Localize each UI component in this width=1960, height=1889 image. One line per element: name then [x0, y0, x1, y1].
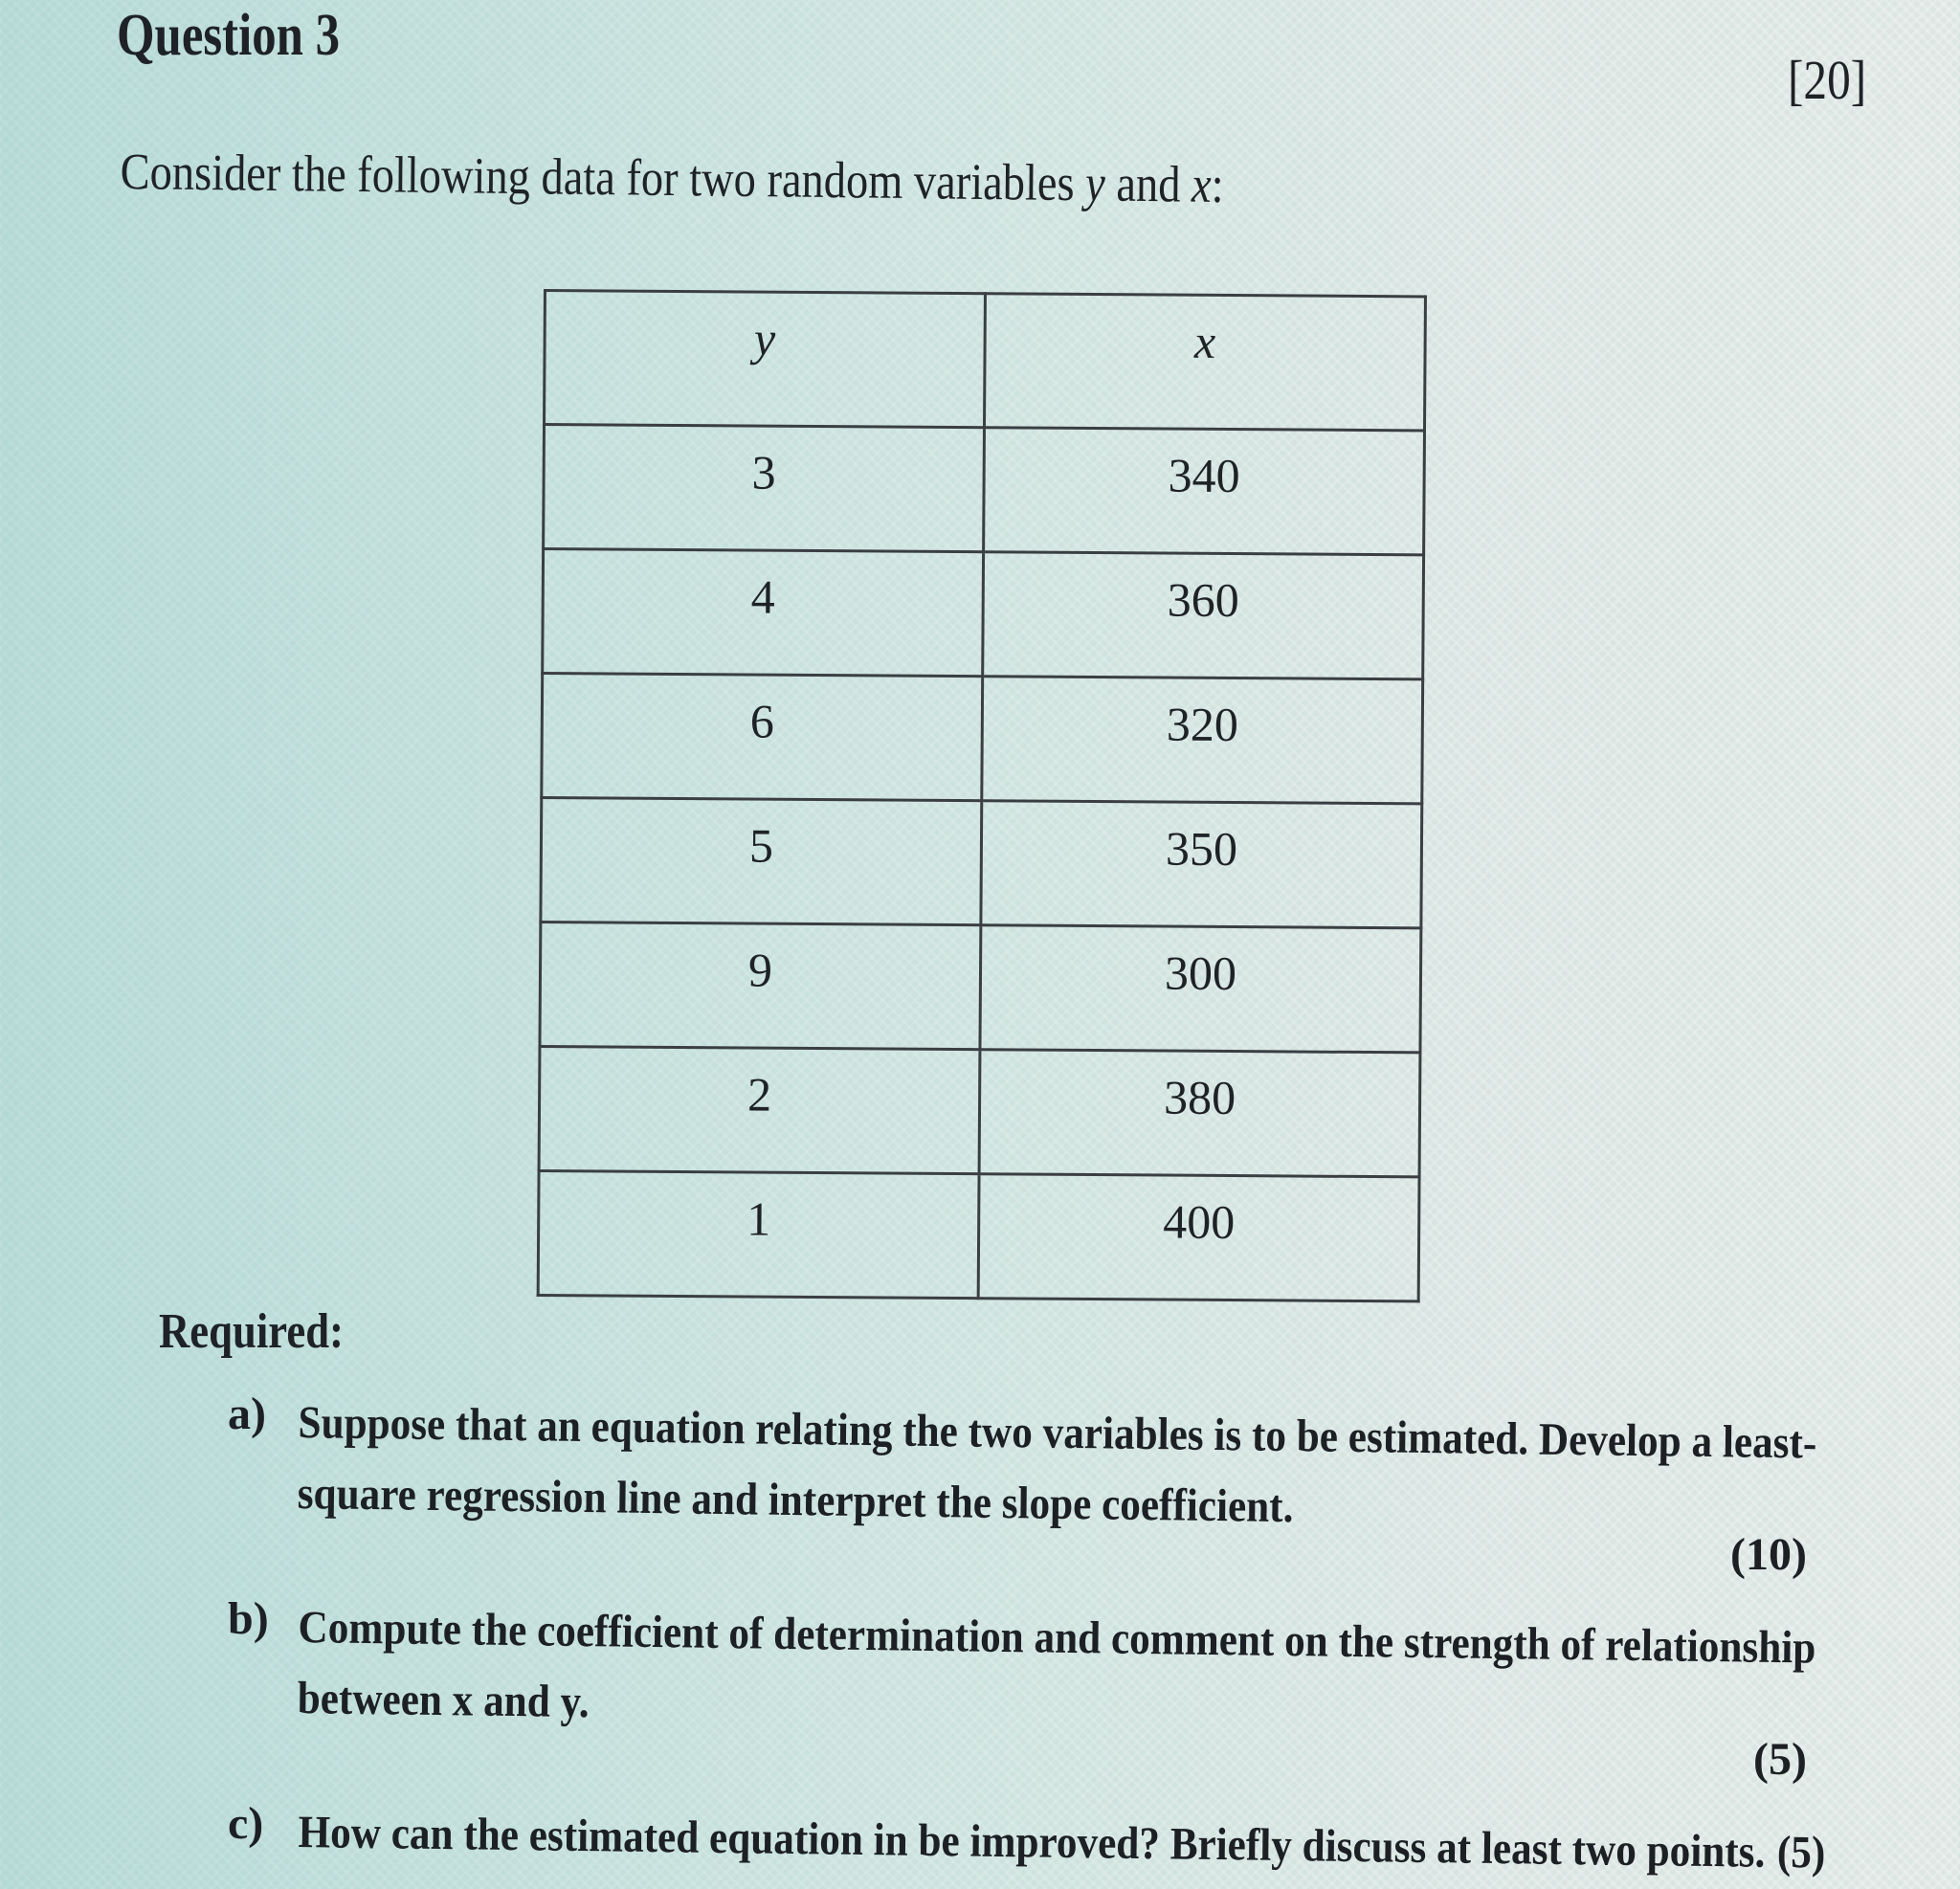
cell-x: 320	[982, 677, 1423, 804]
table-row	[540, 922, 1421, 1052]
cell-y: 6	[542, 674, 983, 801]
intro-after: :	[1211, 155, 1224, 214]
data-table	[537, 289, 1427, 1302]
intro-text	[120, 142, 1223, 214]
cell-x: 300	[980, 925, 1421, 1053]
cell-x: 400	[978, 1174, 1419, 1301]
item-text-body: How can the estimated equation in be improved? Briefly discuss at least two points.	[298, 1806, 1766, 1878]
table-row	[538, 1170, 1419, 1300]
intro-var-y: y	[1084, 154, 1106, 212]
cell-x: 340	[984, 428, 1425, 555]
column-header-y: y	[545, 291, 986, 428]
item-text: Compute the coefficient of determination and comment on the strength of relationship between x and y.	[297, 1601, 1816, 1728]
table-row	[539, 1046, 1420, 1176]
table-row	[544, 425, 1425, 555]
cell-x: 360	[983, 552, 1424, 679]
required-label: Required:	[159, 1304, 344, 1359]
item-letter: c)	[228, 1798, 264, 1849]
cell-y: 1	[538, 1170, 979, 1298]
required-list	[228, 1388, 1826, 1879]
intro-var-x: x	[1191, 155, 1212, 213]
required-item-c	[228, 1797, 1826, 1878]
item-marks: (5)	[1753, 1734, 1807, 1785]
item-text	[298, 1797, 1832, 1889]
cell-y: 2	[539, 1046, 980, 1173]
item-letter: a)	[228, 1389, 266, 1439]
required-item-a	[228, 1388, 1816, 1581]
item-letter: b)	[228, 1593, 269, 1644]
intro-middle: and	[1104, 154, 1192, 213]
table-row	[541, 797, 1422, 927]
required-item-b	[228, 1592, 1816, 1786]
cell-x: 350	[981, 801, 1422, 928]
cell-y: 4	[543, 549, 984, 677]
column-header-x: x	[985, 294, 1426, 431]
table-header-row	[545, 291, 1426, 431]
total-marks: [20]	[1788, 49, 1867, 111]
cell-y: 9	[540, 922, 981, 1049]
item-marks: (10)	[1730, 1529, 1807, 1580]
cell-x: 380	[979, 1050, 1420, 1177]
table-row	[542, 674, 1423, 804]
cell-y: 5	[541, 797, 982, 924]
item-marks: (5)	[1776, 1826, 1826, 1878]
item-text: Suppose that an equation relating the two variables is to be estimated. Develop a least-square regression line and interpret the slope coefficient.	[297, 1396, 1817, 1533]
cell-y: 3	[544, 425, 985, 552]
intro-before: Consider the following data for two random variables	[120, 142, 1086, 212]
question-title: Question 3	[117, 3, 341, 68]
table-row	[543, 549, 1424, 679]
